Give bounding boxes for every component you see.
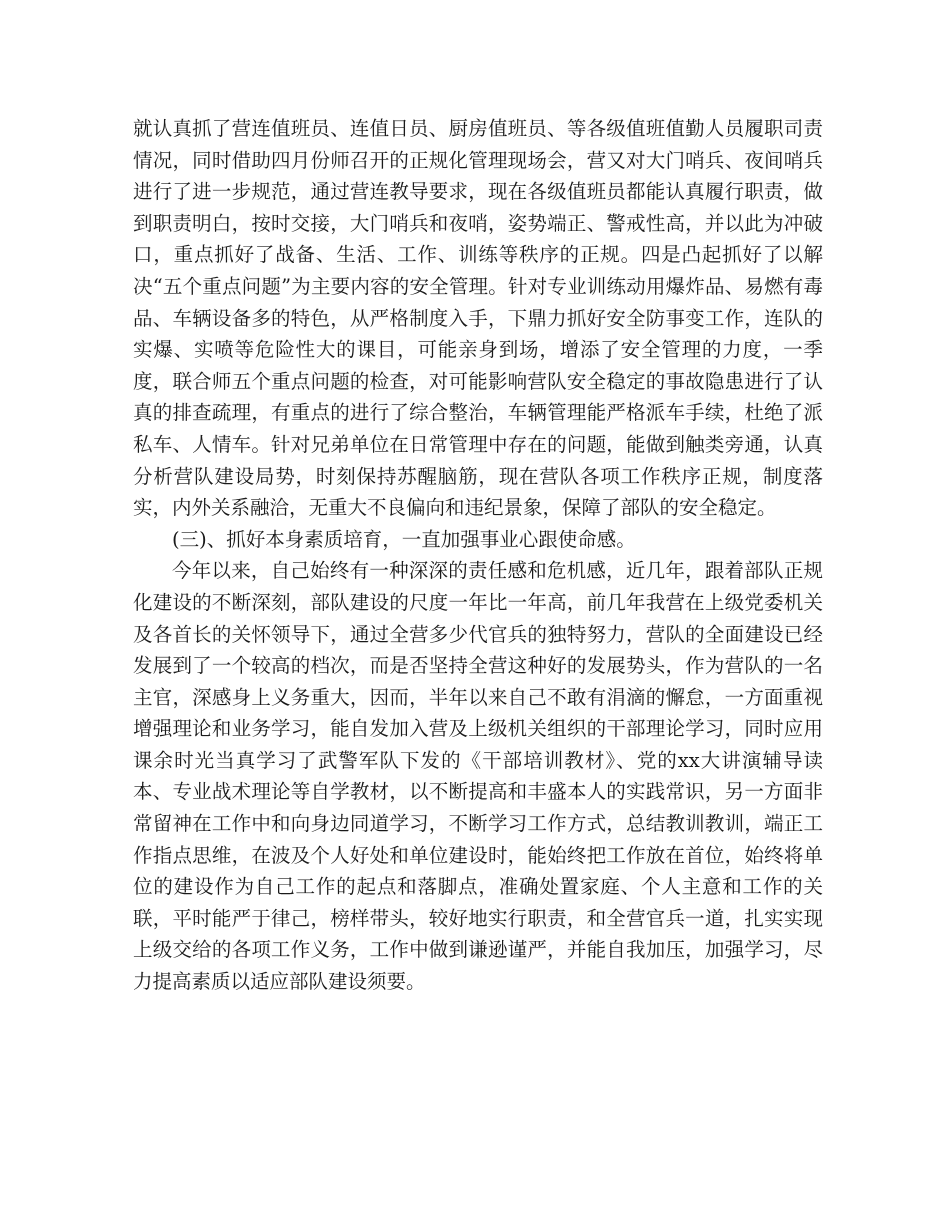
paragraph-continued: 就认真抓了营连值班员、连值日员、厨房值班员、等各级值班值勤人员履职司责情况，同时借助四月份师召开的正规化管理现场会，营又对大门哨兵、夜间哨兵进行了进一步规范，通过营连教导要求，现在各级值班员都能认真履行职责，做到职责明白，按时交接，大门哨兵和夜哨，姿势端正、警戒性高，并以此为冲破口，重点抓好了战备、生活、工作、训练等秩序的正规。四是凸起抓好了以解决“五个重点问题”为主要内容的安全管理。针对专业训练动用爆炸品、易燃有毒品、车辆设备多的特色，从严格制度入手，下鼎力抓好安全防事变工作，连队的实爆、实喷等危险性大的课目，可能亲身到场，增添了安全管理的力度，一季度，联合师五个重点问题的检查，对可能影响营队安全稳定的事故隐患进行了认真的排查疏理，有重点的进行了综合整治，车辆管理能严格派车手续，杜绝了派私车、人情车。针对兄弟单位在日常管理中存在的问题，能做到触类旁通，认真分析营队建设局势，时刻保持苏醒脑筋，现在营队各项工作秩序正规，制度落实，内外关系融洽，无重大不良偏向和违纪景象，保障了部队的安全稳定。	[133, 117, 823, 520]
document-body	[133, 113, 823, 998]
section-heading: (三)、抓好本身素质培育，一直加强事业心跟使命感。	[172, 527, 636, 551]
paragraph: 今年以来，自己始终有一种深深的责任感和危机感，近几年，跟着部队正规化建设的不断深刻，部队建设的尺度一年比一年高，前几年我营在上级党委机关及各首长的关怀领导下，通过全营多少代官兵的独特努力，营队的全面建设已经发展到了一个较高的档次，而是否坚持全营这种好的发展势头，作为营队的一名主官，深感身上义务重大，因而，半年以来自己不敢有涓滴的懈怠，一方面重视增强理论和业务学习，能自发加入营及上级机关组织的干部理论学习，同时应用课余时光当真学习了武警军队下发的《干部培训教材》、党的xx大讲演辅导读本、专业战术理论等自学教材，以不断提高和丰盛本人的实践常识，另一方面非常留神在工作中和向身边同道学习，不断学习工作方式，总结教训教训，端正工作指点思维，在波及个人好处和单位建设时，能始终把工作放在首位，始终将单位的建设作为自己工作的起点和落脚点，准确处置家庭、个人主意和工作的关联，平时能严于律己，榜样带头，较好地实行职责，和全营官兵一道，扎实实现上级交给的各项工作义务，工作中做到谦逊谨严，并能自我加压，加强学习，尽力提高素质以适应部队建设须要。	[133, 559, 823, 994]
